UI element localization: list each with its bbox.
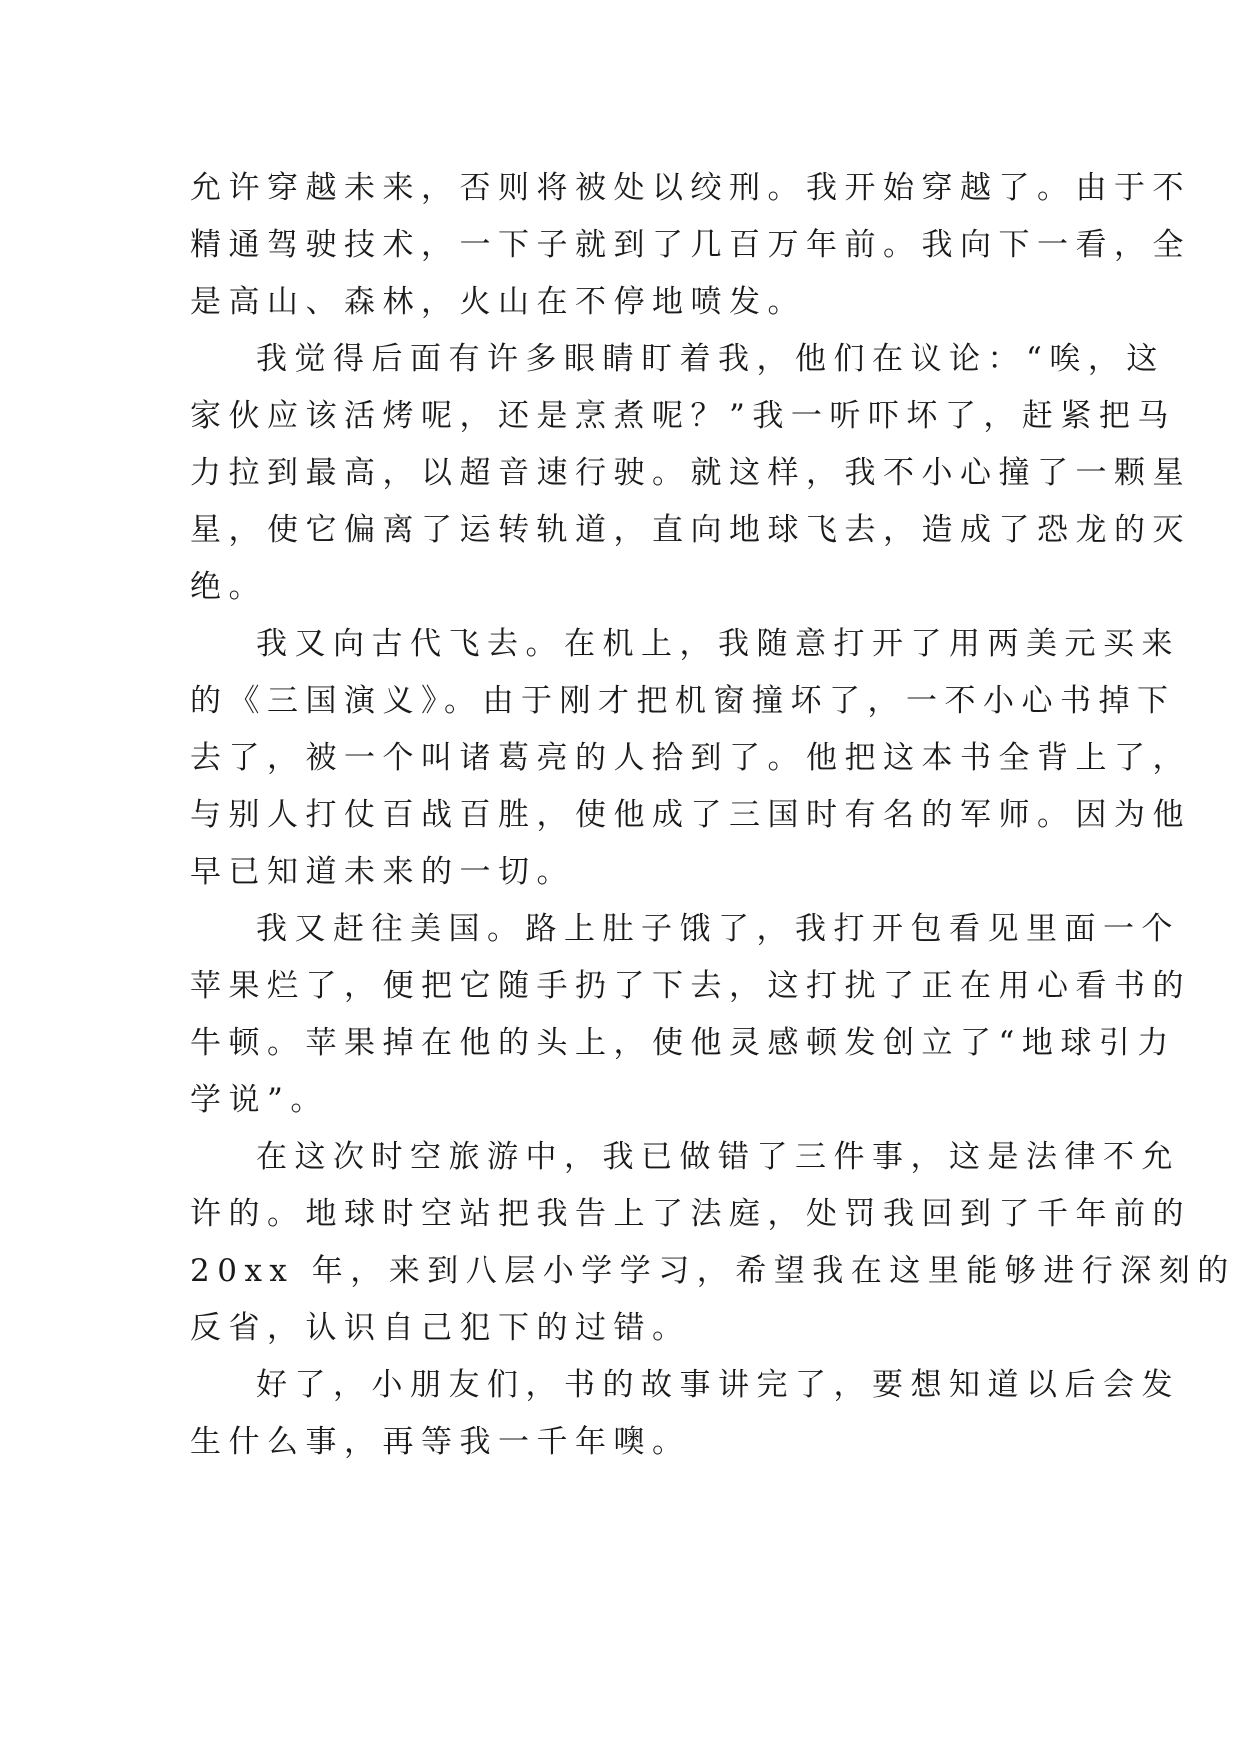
text-line: 的《三国演义》。由于刚才把机窗撞坏了，一不小心书掉下 bbox=[190, 683, 1176, 719]
text-line: 20xx 年，来到八层小学学习，希望我在这里能够进行深刻的 bbox=[190, 1253, 1236, 1289]
text-line: 绝。 bbox=[190, 569, 267, 605]
paragraph-4 bbox=[190, 901, 1191, 1129]
text-line: 反省，认识自己犯下的过错。 bbox=[190, 1310, 691, 1346]
text-line: 苹果烂了，便把它随手扔了下去，这打扰了正在用心看书的 bbox=[190, 968, 1191, 1004]
paragraph-5 bbox=[190, 1129, 1236, 1357]
text-line: 许的。地球时空站把我告上了法庭，处罚我回到了千年前的 bbox=[190, 1196, 1191, 1232]
text-line: 是高山、森林，火山在不停地喷发。 bbox=[190, 284, 806, 320]
text-line: 家伙应该活烤呢，还是烹煮呢？”我一听吓坏了，赶紧把马 bbox=[190, 398, 1176, 434]
text-line: 去了，被一个叫诸葛亮的人拾到了。他把这本书全背上了， bbox=[190, 740, 1191, 776]
text-line: 学说”。 bbox=[190, 1082, 329, 1118]
text-line: 我觉得后面有许多眼睛盯着我，他们在议论：“唉，这 bbox=[256, 341, 1165, 377]
text-line: 力拉到最高，以超音速行驶。就这样，我不小心撞了一颗星 bbox=[190, 455, 1191, 491]
text-line: 生什么事，再等我一千年噢。 bbox=[190, 1424, 691, 1460]
text-line: 允许穿越未来，否则将被处以绞刑。我开始穿越了。由于不 bbox=[190, 170, 1191, 206]
paragraph-1 bbox=[190, 160, 1191, 331]
text-line: 牛顿。苹果掉在他的头上，使他灵感顿发创立了“地球引力 bbox=[190, 1025, 1176, 1061]
text-line: 我又赶往美国。路上肚子饿了，我打开包看见里面一个 bbox=[256, 911, 1180, 947]
paragraph-6 bbox=[190, 1357, 1180, 1471]
text-line: 在这次时空旅游中，我已做错了三件事，这是法律不允 bbox=[256, 1139, 1180, 1175]
text-line: 早已知道未来的一切。 bbox=[190, 854, 575, 890]
paragraph-2 bbox=[190, 331, 1191, 616]
paragraph-3 bbox=[190, 616, 1191, 901]
text-line: 星，使它偏离了运转轨道，直向地球飞去，造成了恐龙的灭 bbox=[190, 512, 1191, 548]
text-line: 精通驾驶技术，一下子就到了几百万年前。我向下一看，全 bbox=[190, 227, 1191, 263]
document-body bbox=[190, 160, 1236, 1471]
text-line: 好了，小朋友们，书的故事讲完了，要想知道以后会发 bbox=[256, 1367, 1180, 1403]
text-line: 与别人打仗百战百胜，使他成了三国时有名的军师。因为他 bbox=[190, 797, 1191, 833]
text-line: 我又向古代飞去。在机上，我随意打开了用两美元买来 bbox=[256, 626, 1180, 662]
